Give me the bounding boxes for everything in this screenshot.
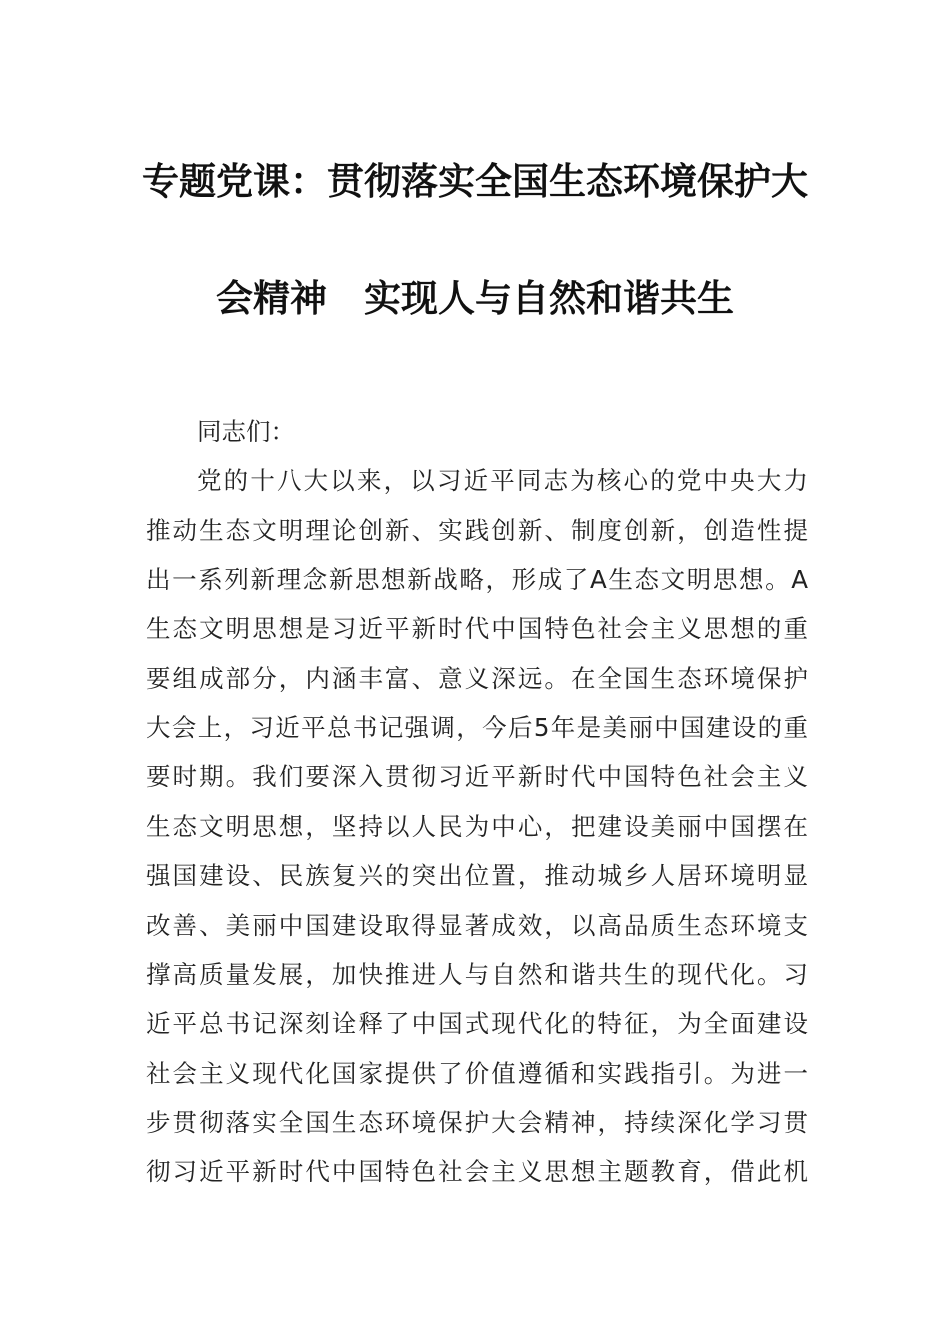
document-title-line-2: 会精神 实现人与自然和谐共生 <box>216 276 734 320</box>
paragraph-line: 强国建设、民族复兴的突出位置，推动城乡人居环境明显 <box>146 861 808 890</box>
salutation: 同志们： <box>197 417 295 446</box>
paragraph-line: 要组成部分，内涵丰富、意义深远。在全国生态环境保护 <box>146 664 808 693</box>
paragraph-line: 撑高质量发展，加快推进人与自然和谐共生的现代化。习 <box>146 960 808 989</box>
paragraph-line: 近平总书记深刻诠释了中国式现代化的特征，为全面建设 <box>146 1009 808 1038</box>
paragraph-line: 党的十八大以来，以习近平同志为核心的党中央大力 <box>197 466 808 495</box>
paragraph-line: 大会上，习近平总书记强调，今后5年是美丽中国建设的重 <box>146 713 808 742</box>
paragraph-line: 步贯彻落实全国生态环境保护大会精神，持续深化学习贯 <box>146 1108 808 1137</box>
paragraph-line: 彻习近平新时代中国特色社会主义思想主题教育，借此机 <box>146 1157 808 1186</box>
paragraph-line: 要时期。我们要深入贯彻习近平新时代中国特色社会主义 <box>146 762 808 791</box>
paragraph-line: 社会主义现代化国家提供了价值遵循和实践指引。为进一 <box>146 1059 808 1088</box>
document-title-line-1: 专题党课：贯彻落实全国生态环境保护大 <box>142 159 808 203</box>
paragraph-line: 改善、美丽中国建设取得显著成效，以高品质生态环境支 <box>146 911 808 940</box>
paragraph-line: 生态文明思想，坚持以人民为中心，把建设美丽中国摆在 <box>146 812 808 841</box>
paragraph-line: 推动生态文明理论创新、实践创新、制度创新，创造性提 <box>146 516 808 545</box>
paragraph-line: 出一系列新理念新思想新战略，形成了A生态文明思想。A <box>146 565 808 594</box>
paragraph-line: 生态文明思想是习近平新时代中国特色社会主义思想的重 <box>146 614 808 643</box>
